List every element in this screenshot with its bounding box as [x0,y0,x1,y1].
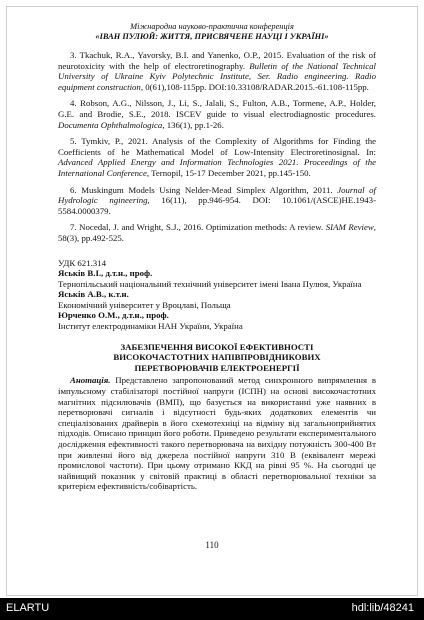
page-content [58,50,376,501]
author-affiliation: Тернопільський національний технічний університет імені Івана Пулюя, Україна [58,278,362,289]
abstract [58,375,376,492]
reference-text: 6. Muskingum Models Using Nelder-Mead Simplex Algorithm, 2011. [70,184,338,195]
reference-details: , 136(1), pp.1-26. [162,119,224,130]
repository-name: ELARTU [6,602,50,614]
conference-title: «ІВАН ПУЛЮЙ: ЖИТТЯ, ПРИСВЯЧЕНЕ НАУЦІ І УКРАЇНІ» [95,32,329,41]
reference-details: , 0(61),108-115pp. DOI:10.33108/RADAR.2015.-61.108-115pp. [140,81,369,92]
reference-item [58,136,376,178]
reference-source: Advanced Applied Energy and Information Technologies 2021. Proceedings of the International Conference [58,157,376,178]
handle-id: hdl:lib/48241 [351,602,414,614]
reference-details: , 16(11), pp.946-954. DOI: 10.1061/(ASCE)HE.1943-5584.0000379. [58,195,376,216]
reference-source: SIAM Review [325,222,374,233]
author-name: Яськів А.В., к.т.н. [58,289,129,300]
reference-source: Bulletin of the National Technical University of Ukraine Kyiv Polytechnic Institute, Ser. Radio engineering. Radio equipment construction [58,60,376,92]
abstract-text: Представлено запропонований метод синхронного випрямлення в імпульсному стабілізаторі постійної напруги (ІСПН) на основі високочастотних магнітних підсилювачів (ВМП), що базується на використанні уже наявних в перетворювачі сигналів і відсутності будь-яких додаткових елементів чи спеціалізованих драйверів в його схемотехніці на відміну від загальноприйнятих підходів. Описано принцип його роботи. Приведено результати експериментального дослідження ефективності такого перетворювача на вихідну потужність 300-400 Вт при живленні його від джерела постійної напруги 310 В (еквівалент мережі промислової частоти). При цьому отримано ККД на рівні 95 %. На сьогодні це найвищий показник у світовій практиці в області перетворювальної техніки за критерієм ефективність/собівартість. [58,375,376,492]
page-number: 110 [205,540,219,550]
title-line: ЗАБЕЗПЕЧЕННЯ ВИСОКОЇ ЕФЕКТИВНОСТІ [120,341,314,352]
reference-text: 7. Nocedal, J. and Wright, S.J., 2016. Optimization methods: A review. [70,222,326,233]
reference-details: , 58(3), pp.492-525. [58,222,376,243]
author-name: Юрченко О.М., д.т.н., проф. [58,310,169,321]
article-title [58,342,376,374]
conference-header: Міжнародна науково-практична конференція [130,22,294,31]
reference-text: 3. Tkachuk, R.A., Yavorsky, B.I. and Yanenko, O.P., 2015. Evaluation of the risk of neurotoxicity with the help of electroretinography. [58,50,376,71]
author-block [58,268,376,332]
reference-source: Documenta Ophthalmologica [58,119,163,130]
reference-list [58,50,376,244]
reference-item [58,98,376,130]
author-name: Яськів В.І., д.т.н., проф. [58,268,153,279]
reference-text: 4. Robson, A.G., Nilsson, J., Li, S., Jalali, S., Fulton, A.B., Tormene, A.P., Holder, G.E. and Brodie, S.E., 2018. ISCEV guide to visual electrodiagnostic procedures. [58,98,376,119]
reference-details: , Ternopil, 15-17 December 2021, pp.145-150. [146,167,311,178]
footer-bar [0,598,424,620]
author-affiliation: Інститут електродинаміки НАН України, Україна [58,321,243,332]
reference-item [58,50,376,92]
title-line: ПЕРЕТВОРЮВАЧІВ ЕЛЕКТРОЕНЕРГІЇ [134,362,300,373]
reference-item [58,185,376,217]
abstract-label: Анотація. [70,375,111,386]
reference-text: 5. Tymkiv, P., 2021. Analysis of the Complexity of Algorithms for Finding the Coefficients of he Mathematical Model of Low-Intensity Electroretinosignal. In: [58,136,376,157]
udk-code: УДК 621.314 [58,257,106,268]
author-affiliation: Економічний університет у Вроцлаві, Польща [58,299,231,310]
reference-item [58,222,376,243]
reference-source: Journal of Hydrologic ngineering [58,184,376,206]
title-line: ВИСОКОЧАСТОТНИХ НАПІВПРОВІДНИКОВИХ [113,352,321,363]
